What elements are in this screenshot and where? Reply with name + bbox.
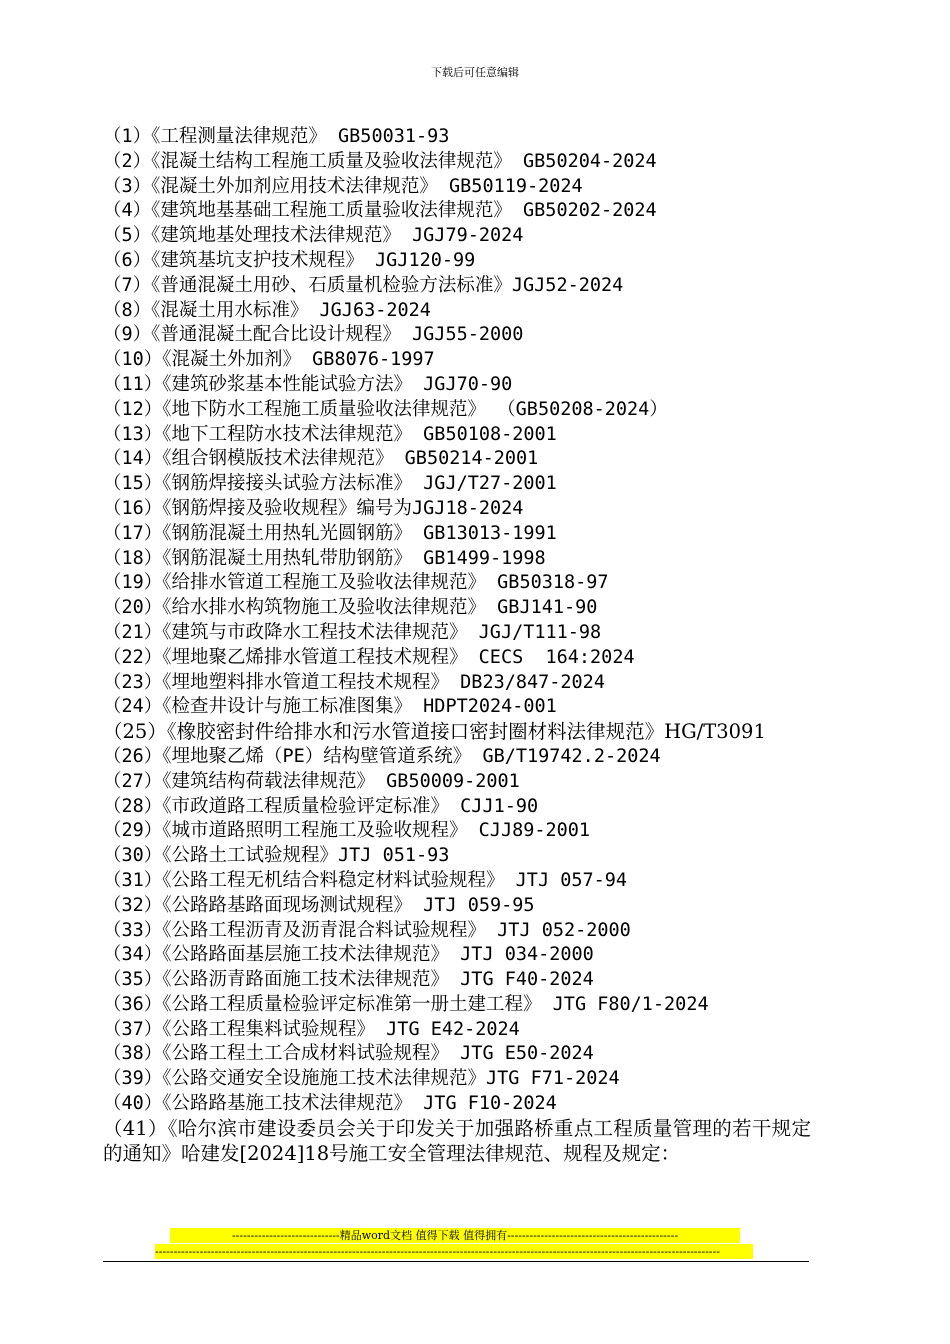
list-item: （19）《给排水管道工程施工及验收法律规范》 GB50318-97 <box>103 572 609 594</box>
standards-group-1 <box>103 125 811 720</box>
list-item: （26）《埋地聚乙烯（PE）结构壁管道系统》 GB/T19742.2-2024 <box>103 745 661 767</box>
list-item: （8）《混凝土用水标准》 JGJ63-2024 <box>103 299 431 321</box>
list-item: （31）《公路工程无机结合料稳定材料试验规程》 JTJ 057-94 <box>103 869 628 891</box>
list-item: （22）《埋地聚乙烯排水管道工程技术规程》 CECS 164:2024 <box>103 646 635 668</box>
list-item: （32）《公路路基路面现场测试规程》 JTJ 059-95 <box>103 894 535 916</box>
list-item: （28）《市政道路工程质量检验评定标准》 CJJ1-90 <box>103 795 539 817</box>
list-item: （1）《工程测量法律规范》 GB50031-93 <box>103 126 450 147</box>
list-item: （17）《钢筋混凝土用热轧光圆钢筋》 GB13013-1991 <box>103 522 557 544</box>
list-item: （3）《混凝土外加剂应用技术法律规范》 GB50119-2024 <box>103 175 583 197</box>
list-item: （29）《城市道路照明工程施工及验收规程》 CJJ89-2001 <box>103 820 591 842</box>
list-item: （21）《建筑与市政降水工程技术法律规范》 JGJ/T111-98 <box>103 621 602 643</box>
list-item: （9）《普通混凝土配合比设计规程》 JGJ55-2000 <box>103 324 524 346</box>
list-item: （11）《建筑砂浆基本性能试验方法》 JGJ70-90 <box>103 373 513 395</box>
list-item: （16）《钢筋焊接及验收规程》编号为JGJ18-2024 <box>103 497 524 519</box>
list-item: （13）《地下工程防水技术法律规范》 GB50108-2001 <box>103 423 557 445</box>
list-item: （38）《公路工程土工合成材料试验规程》 JTG E50-2024 <box>103 1043 594 1065</box>
list-item: （23）《埋地塑料排水管道工程技术规程》 DB23/847-2024 <box>103 671 605 693</box>
standards-group-2 <box>103 745 811 1117</box>
list-item: （39）《公路交通安全设施施工技术法律规范》JTG F71-2024 <box>103 1068 620 1090</box>
list-item: （34）《公路路面基层施工技术法律规范》 JTJ 034-2000 <box>103 944 594 966</box>
list-item: （33）《公路工程沥青及沥青混合料试验规程》 JTJ 052-2000 <box>103 919 631 941</box>
footer-rule <box>103 1261 809 1262</box>
list-item: （12）《地下防水工程施工质量验收法律规范》 （GB50208-2024） <box>103 398 668 420</box>
standards-list <box>103 125 811 1166</box>
list-item: （20）《给水排水构筑物施工及验收法律规范》 GBJ141-90 <box>103 597 598 619</box>
list-item: （18）《钢筋混凝土用热轧带肋钢筋》 GB1499-1998 <box>103 547 546 569</box>
list-item: （14）《组合钢模版技术法律规范》 GB50214-2001 <box>103 448 539 470</box>
list-item: （15）《钢筋焊接接头试验方法标准》 JGJ/T27-2001 <box>103 473 557 495</box>
list-item: （24）《检查井设计与施工标准图集》 HDPT2024-001 <box>103 696 557 718</box>
list-item: （35）《公路沥青路面施工技术法律规范》 JTG F40-2024 <box>103 969 594 991</box>
list-item: （10）《混凝土外加剂》 GB8076-1997 <box>103 349 435 371</box>
list-item: （4）《建筑地基基础工程施工质量验收法律规范》 GB50202-2024 <box>103 200 657 222</box>
footer-dashes: -------------------------------------------------------------------------------------------------------------------------------------------------------- <box>155 1244 753 1259</box>
list-item-41: （41）《哈尔滨市建设委员会关于印发关于加强路桥重点工程质量管理的若干规定的通知》哈建发[2024]18号施工安全管理法律规范、规程及规定： <box>103 1116 811 1165</box>
list-item: （5）《建筑地基处理技术法律规范》 JGJ79-2024 <box>103 225 524 247</box>
list-item-25: （25）《橡胶密封件给排水和污水管道接口密封圈材料法律规范》HG/T3091 <box>103 720 766 744</box>
list-item: （6）《建筑基坑支护技术规程》 JGJ120-99 <box>103 249 476 271</box>
page-header: 下载后可任意编辑 <box>431 66 519 79</box>
list-item: （36）《公路工程质量检验评定标准第一册土建工程》 JTG F80/1-2024 <box>103 993 709 1015</box>
list-item: （40）《公路路基施工技术法律规范》 JTG F10-2024 <box>103 1093 557 1115</box>
list-item: （2）《混凝土结构工程施工质量及验收法律规范》 GB50204-2024 <box>103 150 657 172</box>
list-item: （37）《公路工程集料试验规程》 JTG E42-2024 <box>103 1018 520 1040</box>
footer-banner: -----------------------------精品word文档 值得下载 值得拥有---------------------------------------------- <box>170 1228 740 1243</box>
list-item: （27）《建筑结构荷载法律规范》 GB50009-2001 <box>103 770 520 792</box>
list-item: （7）《普通混凝土用砂、石质量机检验方法标准》JGJ52-2024 <box>103 274 624 296</box>
list-item: （30）《公路土工试验规程》JTJ 051-93 <box>103 845 450 867</box>
